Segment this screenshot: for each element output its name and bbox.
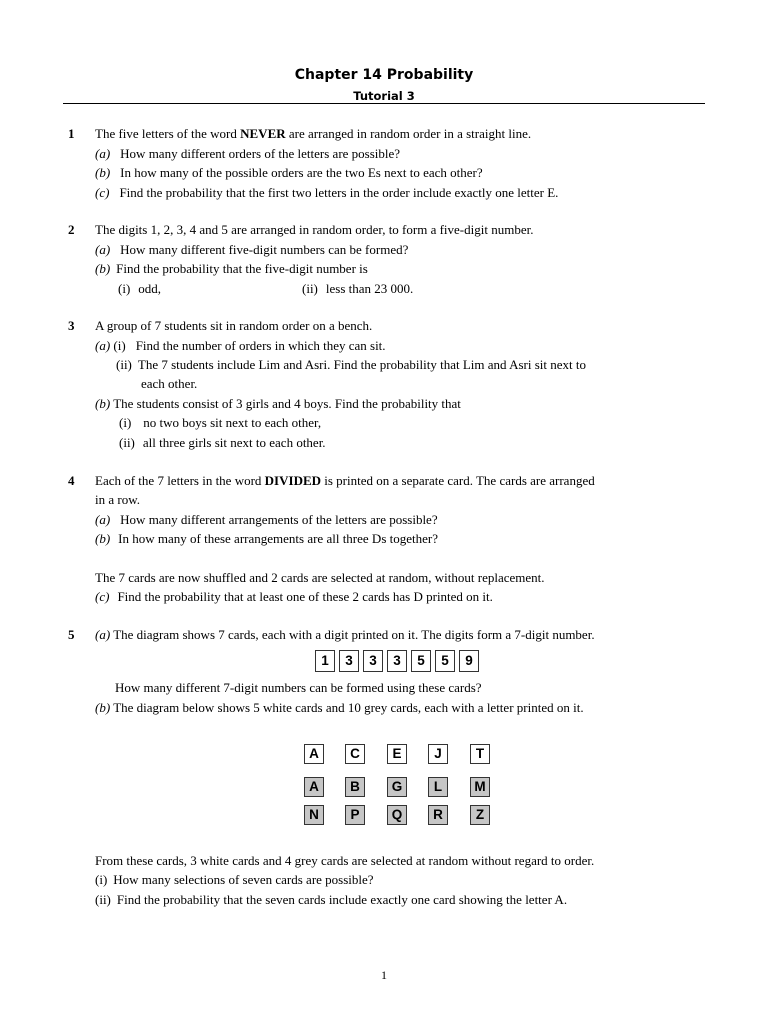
grey-card: Q	[387, 805, 407, 825]
grey-card: B	[345, 777, 365, 797]
page-number: 1	[381, 968, 387, 982]
part-b: (b) The students consist of 3 girls and 4 boys. Find the probability that	[95, 396, 461, 411]
question-number: 5	[68, 627, 75, 642]
grey-card: N	[304, 805, 324, 825]
white-card: A	[304, 744, 324, 764]
part-i: (i) How many selections of seven cards are possible?	[95, 872, 374, 887]
digit-card: 1	[315, 650, 335, 672]
white-card: T	[470, 744, 490, 764]
question-stem-cont: in a row.	[95, 492, 141, 507]
digit-card: 5	[435, 650, 455, 672]
white-card: C	[345, 744, 365, 764]
question-stem: A group of 7 students sit in random order on a bench.	[95, 318, 373, 333]
part-b: (b) Find the probability that the five-digit number is	[95, 261, 368, 276]
header-rule	[63, 103, 705, 104]
grey-card: L	[428, 777, 448, 797]
question-continuation: The 7 cards are now shuffled and 2 cards are selected at random, without replacement.	[95, 570, 545, 585]
part-c: (c) Find the probability that the first two letters in the order include exactly one letter E.	[95, 185, 559, 200]
digit-card: 3	[339, 650, 359, 672]
part-c: (c) Find the probability that at least one of these 2 cards has D printed on it.	[95, 589, 493, 604]
grey-card: Z	[470, 805, 490, 825]
page-title: Chapter 14 Probability	[294, 67, 474, 83]
page-subtitle: Tutorial 3	[353, 89, 415, 103]
digit-card: 5	[411, 650, 431, 672]
part-b-i: (i) no two boys sit next to each other,	[119, 415, 322, 430]
part-b: (b) The diagram below shows 5 white cards and 10 grey cards, each with a letter printed on it.	[95, 700, 584, 715]
part-a-question: How many different 7-digit numbers can be formed using these cards?	[115, 680, 482, 695]
question-stem: Each of the 7 letters in the word DIVIDED is printed on a separate card. The cards are arranged	[95, 473, 595, 488]
part-a: (a) How many different arrangements of the letters are possible?	[95, 512, 438, 527]
grey-card: R	[428, 805, 448, 825]
part-a-i: (a) (i) Find the number of orders in which they can sit.	[95, 338, 386, 353]
part-a-ii: (ii) The 7 students include Lim and Asri. Find the probability that Lim and Asri sit next to	[116, 357, 586, 372]
part-a-ii-cont: each other.	[141, 376, 198, 391]
question-stem: The digits 1, 2, 3, 4 and 5 are arranged in random order, to form a five-digit number.	[95, 222, 534, 237]
part-a: (a) The diagram shows 7 cards, each with a digit printed on it. The digits form a 7-digit number.	[95, 627, 595, 642]
part-b: (b) In how many of the possible orders are the two Es next to each other?	[95, 165, 483, 180]
question-number: 4	[68, 473, 75, 488]
selection-text: From these cards, 3 white cards and 4 grey cards are selected at random without regard to order.	[95, 853, 595, 868]
part-a: (a) How many different five-digit numbers can be formed?	[95, 242, 409, 257]
grey-card: G	[387, 777, 407, 797]
grey-card: P	[345, 805, 365, 825]
part-a: (a) How many different orders of the letters are possible?	[95, 146, 401, 161]
part-b-i: (i) odd,	[118, 281, 162, 296]
white-card: E	[387, 744, 407, 764]
question-number: 2	[68, 222, 75, 237]
digit-card: 3	[387, 650, 407, 672]
part-b: (b) In how many of these arrangements are all three Ds together?	[95, 531, 438, 546]
question-stem: The five letters of the word NEVER are arranged in random order in a straight line.	[95, 126, 532, 141]
grey-card: M	[470, 777, 490, 797]
part-b-ii: (ii) all three girls sit next to each other.	[119, 435, 326, 450]
grey-card: A	[304, 777, 324, 797]
question-number: 3	[68, 318, 75, 333]
white-card: J	[428, 744, 448, 764]
digit-card: 3	[363, 650, 383, 672]
question-number: 1	[68, 126, 75, 141]
part-ii: (ii) Find the probability that the seven cards include exactly one card showing the letter A.	[95, 892, 568, 907]
part-b-ii: (ii) less than 23 000.	[302, 281, 414, 296]
digit-card: 9	[459, 650, 479, 672]
